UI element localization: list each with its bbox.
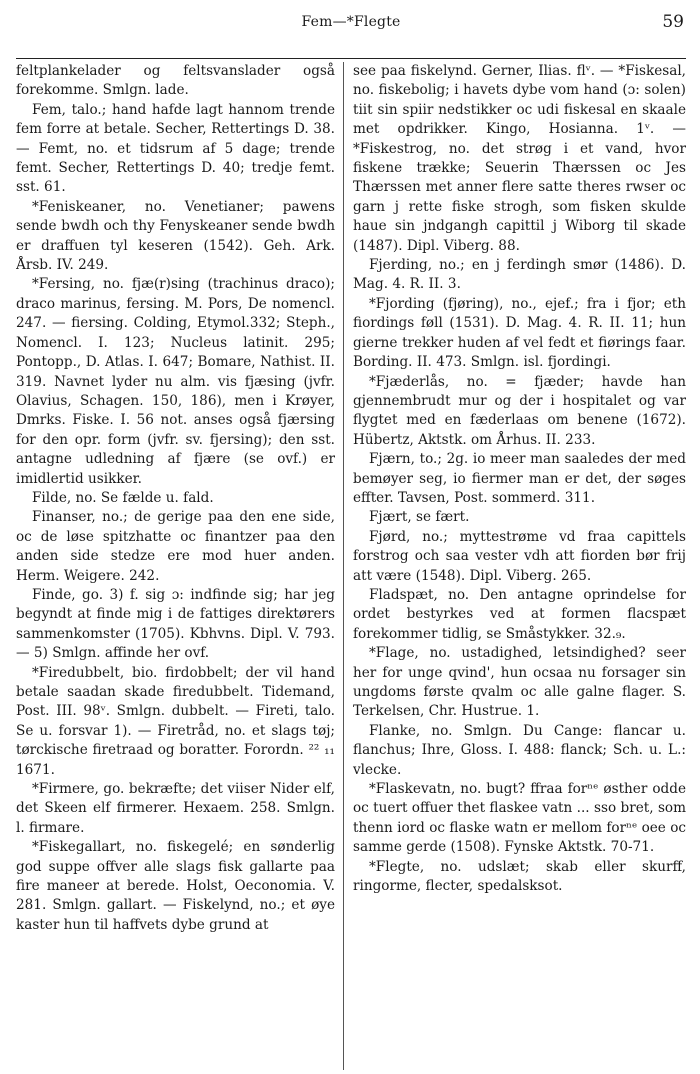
dictionary-entry: Fjærn, to.; 2g. io meer man saaledes der med bemøyer seg, io fiermer man er det, der søges effter. Tavsen, Post. sommerd. 311. — [353, 451, 686, 506]
dictionary-entry: *Flage, no. ustadighed, letsindighed? seer her for unge qvind', hun ocsaa nu forsager sin ungdoms første qvalm oc alle galne flager. S. Terkelsen, Chr. Hustrue. 1. — [353, 645, 686, 720]
dictionary-entry: *Fjording (fjøring), no., ejef.; fra i fjor; eth fiordings føll (1531). D. Mag. 4. R. II. 11; hun gierne trekker huden af vel fedt et fiørings faar. Bording. II. 473. Smlgn. isl. fjordingi. — [353, 295, 686, 371]
dictionary-entry: *Flaskevatn, no. bugt? ffraa forⁿᵉ østher odde oc tuert offuer thet flaskee vatn ... sso bret, som thenn iord oc flaske watn er mellom forⁿᵉ oee oc samme gerde (1508). Fynske Aktstk. 70-71. — [353, 781, 686, 856]
running-title: Fem—*Flegte — [301, 14, 401, 30]
dictionary-entry: *Fiskegallart, no. fiskegelé; en sønderlig god suppe offver alle slags fisk gallarte paa fire maneer at berede. Holst, Oeconomia. V. 281. Smlgn. gallart. — Fiskelynd, no.; et øye kaster hun til haffvets dybe grund at — [16, 839, 335, 933]
dictionary-entry: Fjørd, no.; myttestrøme vd fraa capittels forstrog och saa vester vdh att fiorden bør frij att være (1548). Dipl. Viberg. 265. — [353, 528, 686, 584]
dictionary-entry: Fladspæt, no. Den antagne oprindelse for ordet bestyrkes ved at formen flacspæt forekommer tidlig, se Småstykker. 32.₉. — [353, 586, 686, 642]
dictionary-entry: *Flegte, no. udslæt; skab eller skurff, ringorme, flecter, spedalsksot. — [353, 858, 686, 895]
dictionary-entry: Finanser, no.; de gerige paa den ene side, oc de løse spitzhatte oc finantzer paa den anden side stedze ere mod huer anden. Herm. Weigere. 242. — [16, 509, 335, 584]
text-columns — [16, 62, 686, 1070]
dictionary-entry: feltplankelader og feltsvanslader også forekomme. Smlgn. lade. — [16, 63, 335, 99]
header-rule — [16, 58, 686, 59]
dictionary-entry: see paa fiskelynd. Gerner, Ilias. flᵛ. — *Fiskesal, no. fiskebolig; i havets dybe vom hand (ɔ: solen) tiit sin spiir nedstikker oc udi fiskesal en skaale met opdrikker. Kingo, Hosianna. 1ᵛ. — *Fiskestrog, no. det strøg i et vand, hvor fiskene trække; Seuerin Thærssen oc Jes Thærssen met anner flere satte theres rwser oc garn j rette fiske strogh, som fisken skulde haue sin jndgangh capittil j Wiborg til skade (1487). Dipl. Viberg. 88. — [353, 63, 686, 254]
dictionary-entry: *Fjæderlås, no. = fjæder; havde han gjennembrudt mur og der i hospitalet og var flygtet med en fæderlaas om benene (1672). Hübertz, Aktstk. om Århus. II. 233. — [353, 373, 686, 448]
right-column — [343, 62, 686, 1070]
dictionary-entry: Flanke, no. Smlgn. Du Cange: flancar u. flanchus; Ihre, Gloss. I. 488: flanck; Sch. u. L.: vlecke. — [353, 722, 686, 778]
page-number: 59 — [662, 12, 684, 32]
dictionary-entry: Finde, go. 3) f. sig ɔ: indfinde sig; har jeg begyndt at finde mig i de fattiges direktørers sammenkomster (1705). Kbhvns. Dipl. V. 793. — 5) Smlgn. affinde her ovf. — [16, 586, 335, 662]
dictionary-entry: *Feniskeaner, no. Venetianer; pawens sende bwdh och thy Fenyskeaner sende bwdh er draffuen tyl keseren (1542). Geh. Ark. Årsb. IV. 249. — [16, 198, 335, 274]
dictionary-entry: *Firmere, go. bekræfte; det viiser Nider elf, det Skeen elf firmerer. Hexaem. 258. Smlgn. l. firmare. — [16, 781, 335, 836]
dictionary-entry: Fjært, se fært. — [369, 509, 470, 526]
dictionary-entry: *Fersing, no. fjæ(r)sing (trachinus draco); draco marinus, fersing. M. Pors, De nomencl. 247. — fiersing. Colding, Etymol.332; Steph., Nomencl. I. 123; Nucleus latinit. 295; Pontopp., D. Atlas. I. 647; Bomare, Nathist. II. 319. Navnet lyder nu alm. vis fjæsing (jvfr. Olavius, Schagen. 150, 186), men i Krøyer, Dmrks. Fiske. I. 56 not. anses også fjærsing for den opr. form (jvfr. sv. fjersing); den sst. antagne udledning af fjære (se ovf.) er imidlertid usikker. — [16, 276, 335, 487]
page-header — [16, 6, 686, 32]
dictionary-entry: Fjerding, no.; en j ferdingh smør (1486). D. Mag. 4. R. II. 3. — [353, 257, 686, 293]
left-column — [16, 62, 343, 1070]
dictionary-entry: *Firedubbelt, bio. firdobbelt; der vil hand betale saadan skade firedubbelt. Tidemand, Post. III. 98ᵛ. Smlgn. dubbelt. — Fireti, talo. Se u. forsvar 1). — Firetråd, no. et slags tøj; tørckische firetraad og boratter. Forordn. ²² ₁₁ 1671. — [16, 664, 335, 778]
dictionary-entry: Fem, talo.; hand hafde lagt hannom trende fem forre at betale. Secher, Rettertings D. 38. — Femt, no. et tidsrum af 5 dage; trende femt. Secher, Rettertings D. 40; tredje femt. sst. 61. — [16, 101, 335, 196]
dictionary-entry: Filde, no. Se fælde u. fald. — [32, 489, 214, 506]
